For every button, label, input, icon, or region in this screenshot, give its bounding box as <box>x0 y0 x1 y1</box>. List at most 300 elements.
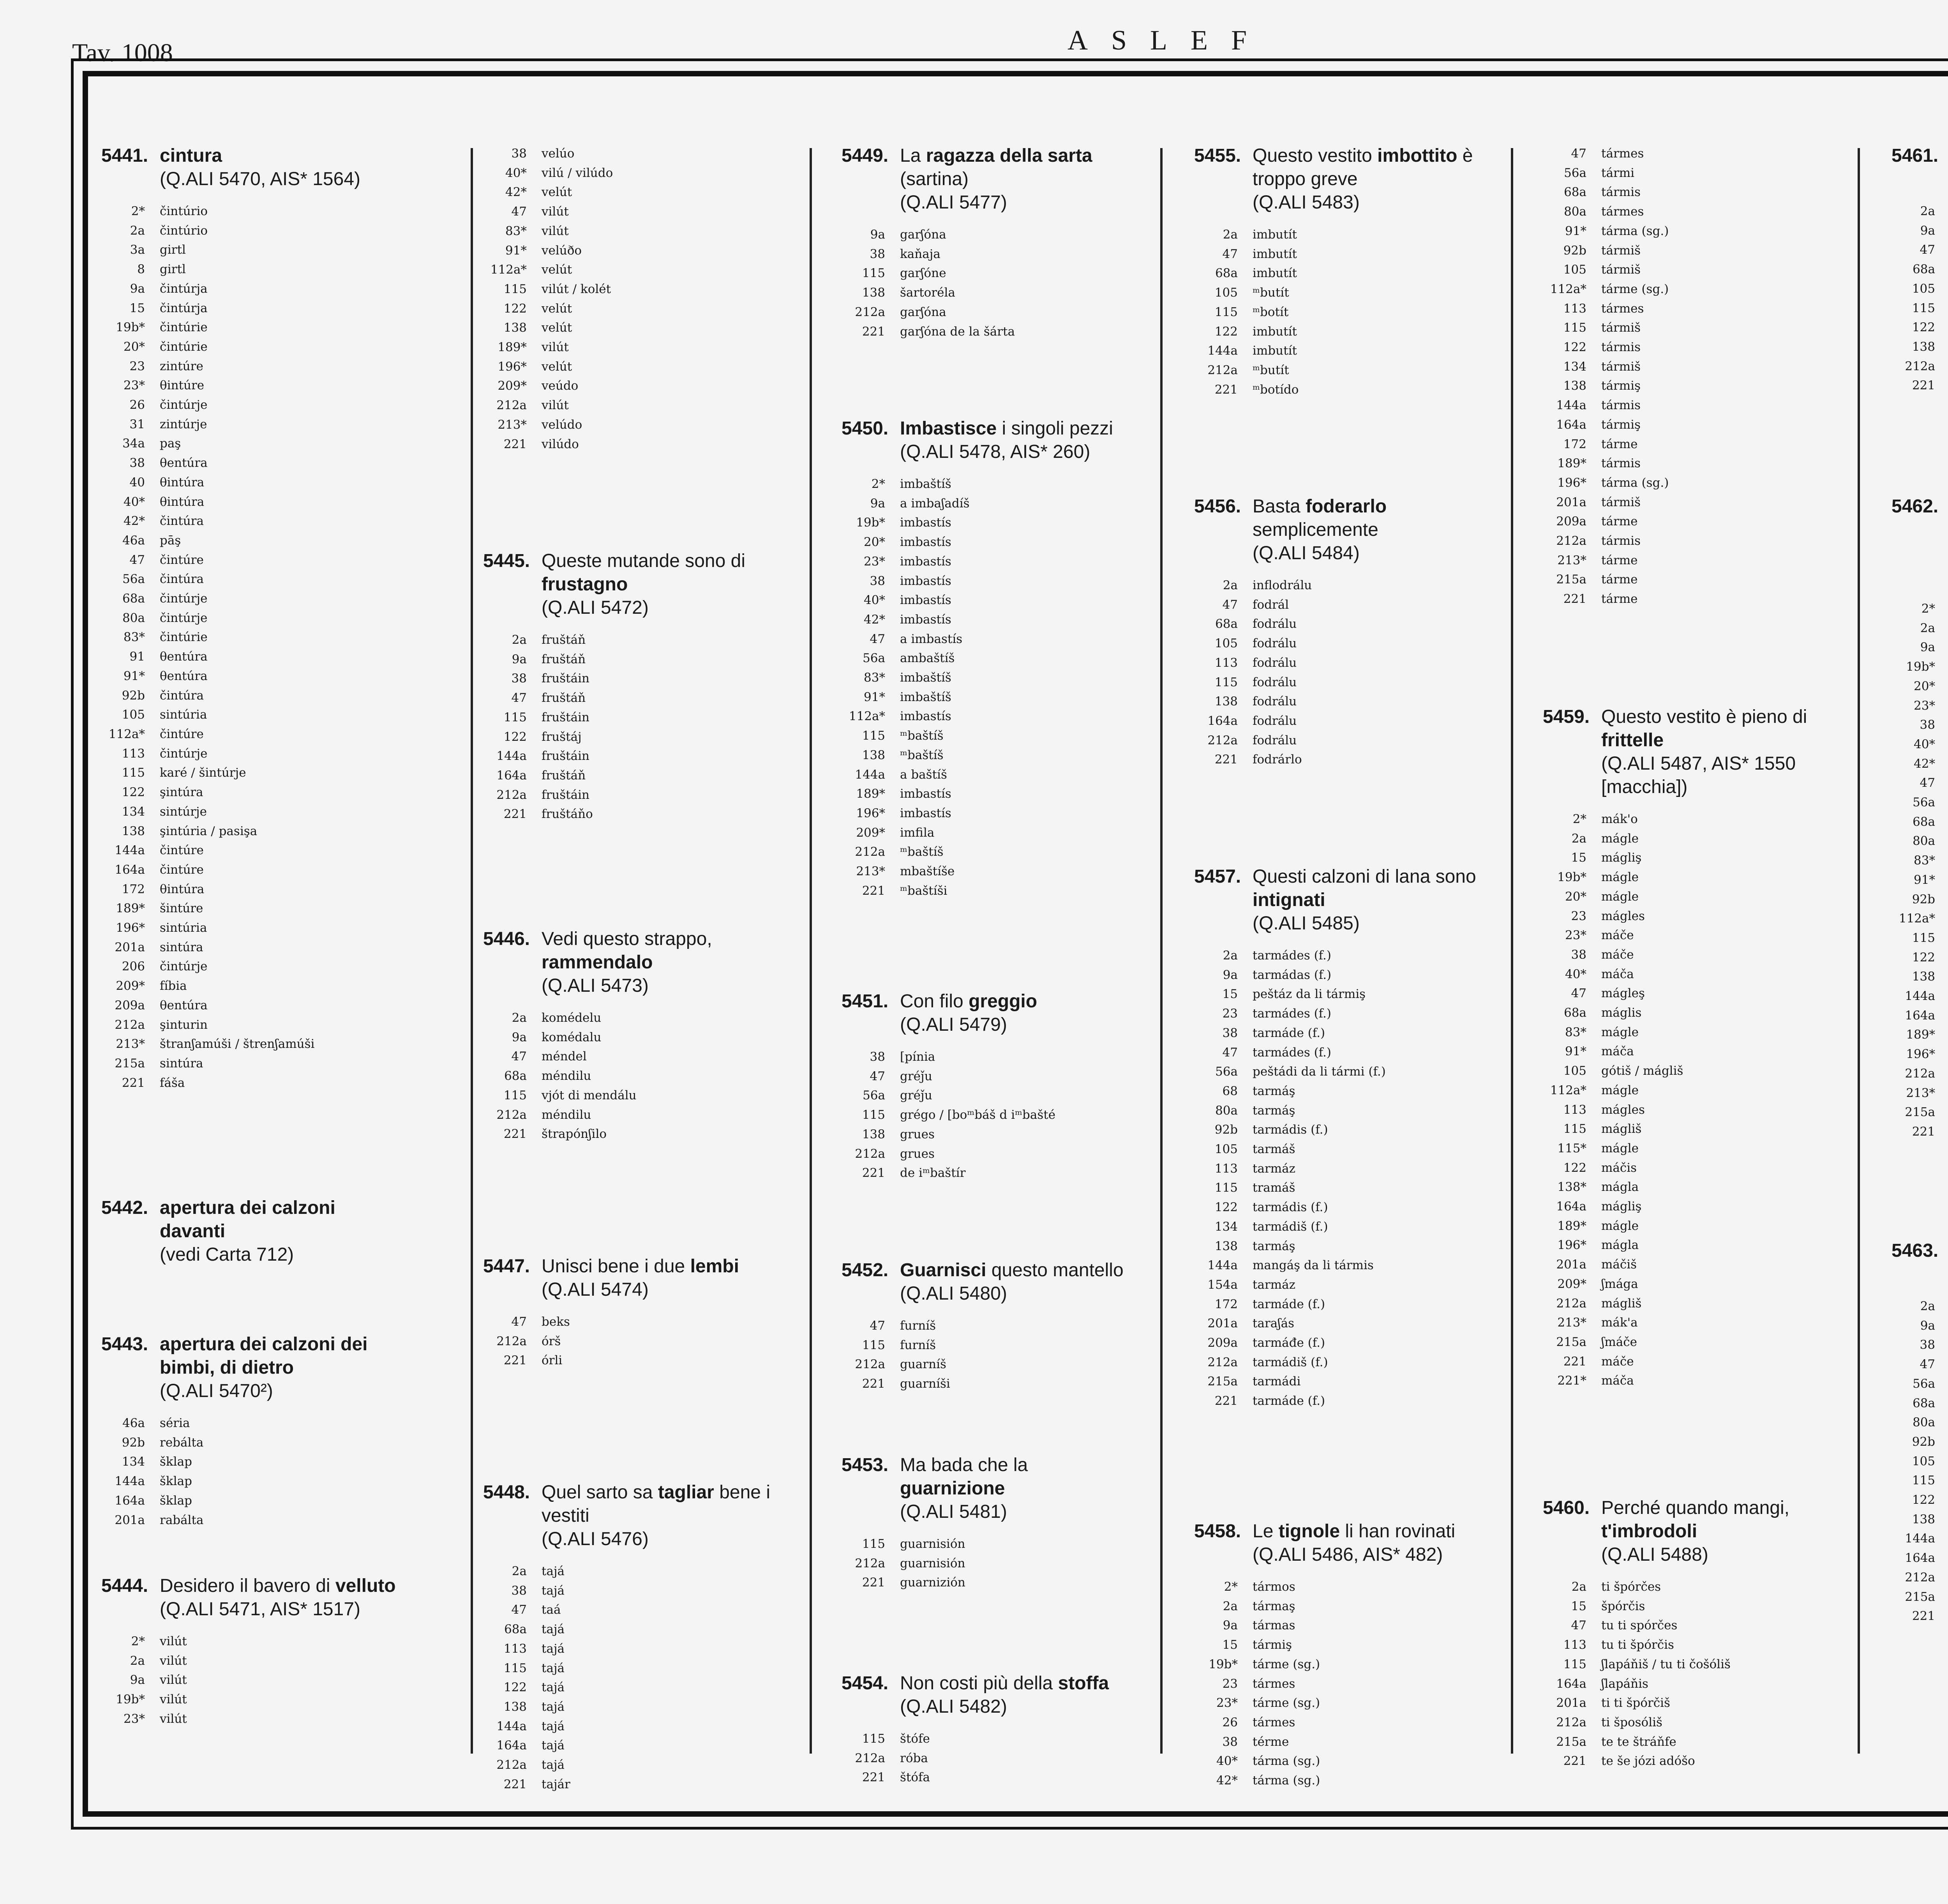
locality-code: 164a <box>496 768 527 782</box>
dialect-form-row <box>101 1651 397 1671</box>
dialect-form: tajá <box>542 1680 565 1695</box>
entry-5442 <box>101 1196 397 1317</box>
locality-code: 38 <box>1222 1026 1238 1040</box>
dialect-form-row <box>1194 1577 1490 1597</box>
dialect-form-row <box>1194 225 1490 245</box>
dialect-form-row <box>1892 832 1948 851</box>
entry-number: 5462. <box>1892 496 1939 517</box>
dialect-form: tármos <box>1253 1580 1295 1594</box>
dialect-form: gréǰu <box>900 1069 932 1083</box>
dialect-form: róba <box>900 1751 928 1765</box>
dialect-form-list <box>1892 202 1948 396</box>
dialect-form-row <box>1194 1004 1490 1024</box>
entry-number: 5460. <box>1543 1498 1590 1518</box>
locality-code: 221 <box>1912 1124 1935 1139</box>
question-text: La <box>900 145 921 166</box>
dialect-form: tajá <box>542 1564 565 1578</box>
dialect-form-row <box>1892 1568 1948 1588</box>
dialect-form-row <box>483 299 779 319</box>
dialect-form-row <box>1543 984 1839 1003</box>
dialect-form: [pínia <box>900 1050 935 1064</box>
dialect-form: guarnisión <box>900 1537 965 1551</box>
entry-number: 5456. <box>1194 496 1241 517</box>
dialect-form: imbaštíš <box>900 477 951 491</box>
locality-code: 92b <box>122 688 145 703</box>
dialect-form: a imbastís <box>900 632 963 646</box>
locality-code: 113 <box>1563 1638 1586 1652</box>
dialect-form-row <box>842 283 1138 303</box>
dialect-form: máče <box>1601 1354 1634 1369</box>
dialect-form: fodrálu <box>1253 675 1297 689</box>
entry-heading <box>101 144 397 191</box>
locality-code: 196* <box>856 806 885 820</box>
dialect-form-row <box>842 591 1138 610</box>
dialect-form-row <box>483 1659 779 1678</box>
dialect-form: sintúra <box>160 1056 203 1070</box>
dialect-form-row <box>483 766 779 786</box>
locality-code: 47 <box>511 205 527 219</box>
dialect-form: fruštáin <box>542 788 589 802</box>
keyword: cintura <box>160 145 222 166</box>
question-text: (sartina) <box>900 169 969 189</box>
dialect-form: tárme <box>1601 592 1638 606</box>
locality-code: 138 <box>122 824 145 838</box>
dialect-form-row <box>1892 696 1948 716</box>
locality-code: 221 <box>503 1777 527 1791</box>
locality-code: 113 <box>1563 1102 1586 1117</box>
dialect-form: ᵐbotít <box>1253 305 1289 319</box>
locality-code: 122 <box>1912 1493 1935 1507</box>
locality-code: 215a <box>1556 572 1586 587</box>
locality-code: 2* <box>131 1634 145 1648</box>
dialect-form: mágliš <box>1601 1122 1642 1136</box>
dialect-form: velút <box>542 359 572 374</box>
dialect-form: máčis <box>1601 1160 1637 1175</box>
column-divider <box>1160 148 1163 1754</box>
dialect-form-row <box>483 1312 779 1332</box>
dialect-form-row <box>483 396 779 415</box>
dialect-form-row <box>842 533 1138 552</box>
dialect-form-list <box>842 225 1138 341</box>
locality-code: 2* <box>871 477 885 491</box>
entry-5459 <box>1543 705 1839 1481</box>
dialect-form-row <box>1194 1752 1490 1771</box>
dialect-form: θentúra <box>160 998 208 1012</box>
dialect-form: taá <box>542 1603 561 1617</box>
dialect-form-row <box>1543 1178 1839 1197</box>
dialect-form: tarmáz <box>1253 1277 1295 1292</box>
dialect-form: velúo <box>542 147 575 161</box>
dialect-form: tármiş <box>1601 379 1641 393</box>
keyword: Imbastisce <box>900 418 997 439</box>
dialect-form: čintúra <box>160 514 204 528</box>
dialect-form: tarmádis (f.) <box>1253 1123 1328 1137</box>
locality-code: 189* <box>498 340 527 355</box>
entry-number: 5446. <box>483 929 530 949</box>
dialect-form-row <box>483 650 779 669</box>
locality-code: 38 <box>870 247 885 261</box>
dialect-form-row <box>842 303 1138 322</box>
dialect-form-row <box>1543 1352 1839 1372</box>
reference: (Q.ALI 5482) <box>900 1696 1007 1717</box>
locality-code: 189* <box>856 787 885 801</box>
locality-code: 9a <box>1223 968 1238 982</box>
locality-code: 196* <box>1557 475 1586 490</box>
locality-code: 164a <box>1556 1199 1586 1214</box>
question-text: Questo vestito è pieno di <box>1601 706 1807 727</box>
locality-code: 112a* <box>490 263 527 277</box>
locality-code: 113 <box>1214 1161 1238 1176</box>
locality-code: 212a <box>496 1334 527 1348</box>
locality-code: 23* <box>1565 928 1586 943</box>
dialect-form-row <box>101 1511 397 1530</box>
dialect-form-row <box>1892 1316 1948 1336</box>
dialect-form: guarníši <box>900 1377 950 1391</box>
question-text: Queste mutande sono di <box>542 551 746 571</box>
dialect-form: velúdo <box>542 417 582 432</box>
locality-code: 212a <box>1207 363 1238 377</box>
dialect-form: tarmáş <box>1253 1103 1295 1118</box>
dialect-form: tármes <box>1601 301 1644 316</box>
dialect-form-row <box>1543 1616 1839 1636</box>
dialect-form: mágle <box>1601 1141 1639 1155</box>
dialect-form-row <box>101 647 397 667</box>
locality-code: 221 <box>1912 1609 1935 1623</box>
dialect-form-row <box>1194 615 1490 634</box>
entry-number: 5454. <box>842 1673 889 1694</box>
column-divider <box>1511 148 1513 1754</box>
dialect-form-row <box>1543 848 1839 868</box>
dialect-form: tárme (sg.) <box>1601 282 1669 296</box>
column-4 <box>1194 144 1490 1788</box>
dialect-form: máče <box>1601 928 1634 943</box>
dialect-form-row <box>1194 1636 1490 1655</box>
locality-code: 212a <box>115 1017 145 1032</box>
dialect-form: imbastís <box>900 612 951 627</box>
dialect-form-row <box>101 686 397 706</box>
entry-heading <box>842 990 1138 1037</box>
locality-code: 122 <box>1563 1160 1586 1175</box>
dialect-form: čintúrje <box>160 611 208 625</box>
locality-code: 115 <box>1912 301 1935 315</box>
locality-code: 20* <box>1565 889 1586 904</box>
dialect-form-row <box>1194 361 1490 380</box>
locality-code: 212a <box>1556 1296 1586 1311</box>
locality-code: 221 <box>1214 382 1238 397</box>
dialect-form-row <box>101 1414 397 1433</box>
dialect-form: máča <box>1601 1374 1634 1388</box>
reference: (Q.ALI 5479) <box>900 1014 1007 1035</box>
dialect-form: tajá <box>542 1719 565 1733</box>
dialect-form-row <box>842 1164 1138 1183</box>
locality-code: 40* <box>124 495 145 509</box>
dialect-form: fodrárlo <box>1253 752 1302 767</box>
keyword: velluto <box>335 1575 396 1596</box>
dialect-form-row <box>1892 909 1948 929</box>
column-divider <box>1858 148 1860 1754</box>
locality-code: 221 <box>862 1575 885 1590</box>
dialect-form-row <box>1543 1042 1839 1062</box>
dialect-form: tajá <box>542 1758 565 1772</box>
locality-code: 38 <box>1222 1734 1238 1749</box>
keyword: tagliar <box>658 1482 714 1503</box>
locality-code: 138 <box>1214 694 1238 709</box>
dialect-form-row <box>1194 245 1490 264</box>
dialect-form: vilút <box>160 1692 187 1707</box>
question-text: questo mantello <box>991 1260 1124 1281</box>
dialect-form: vilút <box>542 398 569 413</box>
locality-code: 15 <box>1571 851 1586 865</box>
dialect-form: fruštáin <box>542 671 589 686</box>
dialect-form-row <box>842 765 1138 785</box>
dialect-form: tarmáş <box>1253 1084 1295 1098</box>
locality-code: 2a <box>130 1653 145 1668</box>
dialect-form-row <box>101 822 397 841</box>
dialect-form-row <box>101 357 397 376</box>
dialect-form-row <box>101 1452 397 1472</box>
entry-number: 5457. <box>1194 866 1241 887</box>
dialect-form-row <box>1194 985 1490 1004</box>
dialect-form-row <box>1194 731 1490 751</box>
locality-code: 172 <box>1214 1297 1238 1311</box>
entry-number: 5452. <box>842 1260 889 1281</box>
dialect-form-row <box>1892 1335 1948 1355</box>
dialect-form-row <box>101 725 397 744</box>
dialect-form: tármi <box>1601 166 1635 180</box>
dialect-form-row <box>1194 1256 1490 1275</box>
locality-code: 42* <box>505 185 527 200</box>
dialect-form: šklap <box>160 1493 192 1508</box>
dialect-form-row <box>483 1717 779 1736</box>
dialect-form: čintúrie <box>160 320 208 335</box>
locality-code: 8 <box>137 262 145 277</box>
entry-number: 5445. <box>483 551 530 571</box>
dialect-form-row <box>1543 1577 1839 1597</box>
dialect-form: ᵐbaštíš <box>900 845 944 859</box>
reference: (Q.ALI 5476) <box>542 1529 649 1549</box>
entry-number: 5442. <box>101 1198 148 1218</box>
entry-5454 <box>842 1672 1138 1787</box>
question-text: li han rovinati <box>1345 1521 1456 1542</box>
dialect-form-row <box>101 570 397 589</box>
locality-code: 9a <box>130 1673 145 1687</box>
dialect-form: θentúra <box>160 669 208 683</box>
locality-code: 215a <box>115 1056 145 1070</box>
question-text: Non costi più della <box>900 1673 1053 1694</box>
locality-code: 209* <box>1557 1277 1586 1291</box>
dialect-form-row <box>1892 851 1948 871</box>
dialect-form: grues <box>900 1146 935 1161</box>
locality-code: 212a <box>496 398 527 413</box>
dialect-form-row <box>1892 1491 1948 1510</box>
dialect-form: komédalu <box>542 1030 602 1044</box>
dialect-form: tajár <box>542 1777 570 1791</box>
entry-number: 5443. <box>101 1334 148 1355</box>
locality-code: 2a <box>1223 578 1238 592</box>
dialect-form-row <box>1892 299 1948 318</box>
dialect-form: a imbaʃadíš <box>900 496 970 510</box>
reference: (Q.ALI 5485) <box>1253 913 1360 934</box>
dialect-form-row <box>101 454 397 473</box>
dialect-form-list <box>1543 1577 1839 1771</box>
reference: (Q.ALI 5474) <box>542 1279 649 1300</box>
dialect-form: máče <box>1601 947 1634 962</box>
locality-code: 20* <box>864 535 885 549</box>
dialect-form-row <box>483 144 779 164</box>
locality-code: 19b* <box>116 1692 145 1707</box>
question-text: Ma bada che la <box>900 1455 1028 1475</box>
dialect-form: tarmádiš (f.) <box>1253 1355 1328 1369</box>
dialect-form: te te štráňfe <box>1601 1734 1676 1749</box>
locality-code: 68a <box>1913 814 1935 829</box>
dialect-form-row <box>483 1067 779 1086</box>
dialect-form: vilúdo <box>542 437 579 451</box>
locality-code: 40* <box>1914 737 1935 751</box>
dialect-form: inflodrálu <box>1253 578 1312 592</box>
locality-code: 47 <box>511 691 527 705</box>
dialect-form: mágle <box>1601 870 1639 885</box>
locality-code: 115 <box>1563 1122 1586 1136</box>
dialect-form: tu ti spórčes <box>1601 1618 1678 1633</box>
locality-code: 40* <box>1565 967 1586 981</box>
dialect-form-row <box>842 1749 1138 1768</box>
entry-heading <box>1543 1496 1839 1567</box>
locality-code: 212a <box>1905 359 1935 373</box>
locality-code: 122 <box>503 1680 527 1695</box>
locality-code: 196* <box>1557 1238 1586 1252</box>
dialect-form-row <box>101 802 397 822</box>
dialect-form-row <box>1892 357 1948 376</box>
dialect-form-row <box>101 531 397 551</box>
atlas-title: ASLEF <box>1067 25 1270 56</box>
dialect-form: ʃmága <box>1601 1277 1638 1291</box>
keyword: guarnizione <box>900 1478 1005 1499</box>
dialect-form-row <box>483 1106 779 1125</box>
dialect-form: ᵐbaštíši <box>900 883 948 898</box>
dialect-form: ambaštíš <box>900 651 955 666</box>
locality-code: 138 <box>1563 379 1586 393</box>
locality-code: 115 <box>122 766 145 780</box>
dialect-form-list <box>101 1632 397 1729</box>
locality-code: 212a <box>855 305 885 319</box>
dialect-form-row <box>1194 946 1490 966</box>
locality-code: 221 <box>503 1127 527 1141</box>
locality-code: 2* <box>1224 1580 1238 1594</box>
locality-code: 9a <box>870 228 885 242</box>
locality-code: 68a <box>1913 1396 1935 1410</box>
dialect-form: vilút <box>542 224 569 238</box>
dialect-form-row <box>1892 735 1948 754</box>
dialect-form: gréǰu <box>900 1088 932 1103</box>
dialect-form-row <box>1194 1237 1490 1256</box>
dialect-form-row <box>1543 1159 1839 1178</box>
locality-code: 138 <box>1912 339 1935 354</box>
dialect-form: šintúre <box>160 901 203 916</box>
dialect-form-row <box>1543 202 1839 222</box>
locality-code: 164a <box>1556 417 1586 432</box>
locality-code: 189* <box>1557 456 1586 471</box>
dialect-form-row <box>483 260 779 280</box>
dialect-form: mbaštíše <box>900 864 955 879</box>
dialect-form: de iᵐbaštír <box>900 1166 966 1180</box>
locality-code: 134 <box>1214 1219 1238 1234</box>
locality-code: 9a <box>512 652 527 666</box>
locality-code: 20* <box>1914 679 1935 693</box>
locality-code: 221 <box>1214 1394 1238 1408</box>
dialect-form-row <box>483 1697 779 1717</box>
dialect-form: grues <box>900 1127 935 1141</box>
dialect-form-row <box>842 1729 1138 1749</box>
locality-code: 2a <box>1571 1580 1586 1594</box>
dialect-form-row <box>842 1374 1138 1394</box>
dialect-form-row <box>1543 164 1839 183</box>
question-text: Con filo <box>900 991 963 1012</box>
entry-heading <box>483 927 779 998</box>
dialect-form: tármis <box>1601 340 1641 355</box>
locality-code: 47 <box>511 1603 527 1617</box>
dialect-form: čintúrje <box>160 959 208 974</box>
locality-code: 2a <box>512 633 527 647</box>
dialect-form: garʃóna de la šárta <box>900 324 1015 339</box>
locality-code: 38 <box>870 574 885 588</box>
dialect-form: fruštáin <box>542 710 589 724</box>
dialect-form-row <box>842 726 1138 746</box>
dialect-form: tajá <box>542 1661 565 1675</box>
locality-code: 212a <box>855 1146 885 1161</box>
dialect-form: θentúra <box>160 456 208 470</box>
dialect-form-list <box>1892 599 1948 1142</box>
question-text: Vedi questo strappo, <box>542 929 712 949</box>
dialect-form: čintúra <box>160 688 204 703</box>
reference: (vedi Carta 712) <box>160 1244 294 1265</box>
dialect-form-row <box>1543 945 1839 965</box>
dialect-form: šartoréla <box>900 286 955 300</box>
locality-code: 209a <box>1556 514 1586 529</box>
dialect-form-row <box>1892 1588 1948 1607</box>
entry-5444b <box>483 144 779 534</box>
dialect-form-row <box>1892 812 1948 832</box>
dialect-form-row <box>842 513 1138 533</box>
dialect-form-row <box>1892 1297 1948 1316</box>
dialect-form-row <box>1194 1353 1490 1372</box>
locality-code: 9a <box>1223 1618 1238 1633</box>
dialect-form: štófa <box>900 1770 930 1785</box>
dialect-form: komédelu <box>542 1011 602 1025</box>
dialect-form: čintúrie <box>160 339 208 354</box>
locality-code: 9a <box>512 1030 527 1044</box>
locality-code: 2a <box>1223 1599 1238 1613</box>
dialect-form-row <box>101 841 397 860</box>
entry-heading <box>842 1259 1138 1305</box>
dialect-form-row <box>101 299 397 318</box>
locality-code: 144a <box>496 749 527 763</box>
locality-code: 40* <box>864 593 885 608</box>
dialect-form-row <box>842 842 1138 862</box>
dialect-form-row <box>1892 1025 1948 1045</box>
locality-code: 212a <box>1905 1570 1935 1584</box>
dialect-form: čintúrie <box>160 630 208 645</box>
dialect-form-row <box>101 667 397 686</box>
dialect-form-row <box>842 1047 1138 1067</box>
dialect-form: tarmádiš (f.) <box>1253 1219 1328 1234</box>
dialect-form: tármiš <box>1601 321 1641 335</box>
dialect-form-row <box>101 1491 397 1511</box>
dialect-form: mák'o <box>1601 812 1638 826</box>
locality-code: 209* <box>856 825 885 840</box>
dialect-form: čintúra <box>160 572 204 586</box>
dialect-form: tarmádis (f.) <box>1253 1200 1328 1215</box>
dialect-form: čintúrje <box>160 398 208 412</box>
